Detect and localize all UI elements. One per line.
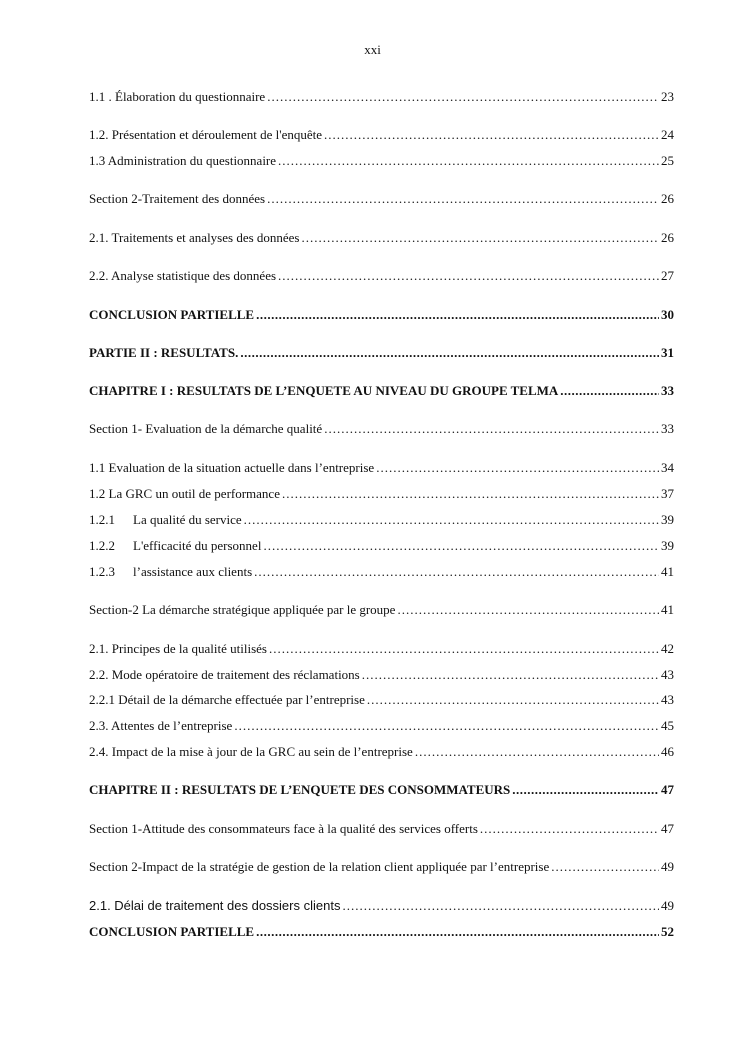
toc-entry[interactable] — [89, 89, 674, 105]
toc-entry-label: 1.1 Evaluation de la situation actuelle dans l’entreprise — [89, 460, 375, 475]
toc-entry-page: 27 — [661, 268, 674, 283]
dot-leader — [397, 602, 659, 618]
toc-entry-text: L'efficacité du personnel — [133, 538, 262, 553]
toc-entry-page: 46 — [661, 744, 674, 759]
toc-entry-page: 23 — [661, 89, 674, 104]
toc-entry[interactable] — [89, 153, 674, 169]
toc-entry-page: 49 — [661, 898, 674, 913]
dot-leader — [480, 821, 659, 837]
toc-entry-page: 30 — [661, 307, 674, 322]
toc-entry[interactable] — [89, 268, 674, 284]
toc-entry-label: 2.1. Délai de traitement des dossiers clients — [89, 898, 341, 913]
toc-entry-page: 49 — [661, 859, 674, 874]
dot-leader — [512, 782, 659, 798]
toc-entry-page: 39 — [661, 512, 674, 527]
dot-leader — [376, 460, 659, 476]
toc-entry-page: 41 — [661, 602, 674, 617]
toc-entry-label: CONCLUSION PARTIELLE — [89, 307, 255, 322]
toc-entry-number: 1.2.1 — [89, 512, 115, 527]
dot-leader — [278, 268, 659, 284]
toc-entry[interactable] — [89, 821, 674, 837]
toc-entry-label: 2.2. Analyse statistique des données — [89, 268, 277, 283]
toc-entry-label — [89, 564, 252, 580]
toc-entry[interactable] — [89, 924, 674, 940]
dot-leader — [263, 538, 659, 554]
toc-entry-page: 43 — [661, 667, 674, 682]
toc-entry[interactable] — [89, 307, 674, 323]
toc-entry-label: 1.1 . Élaboration du questionnaire — [89, 89, 266, 104]
dot-leader — [278, 153, 659, 169]
toc-entry-number: 1.2.3 — [89, 564, 115, 579]
toc-entry-page: 41 — [661, 564, 674, 579]
toc-entry-page: 52 — [661, 924, 674, 939]
toc-entry-page: 47 — [661, 782, 674, 797]
toc-entry-text: l’assistance aux clients — [133, 564, 253, 579]
toc-entry-label: 1.3 Administration du questionnaire — [89, 153, 277, 168]
dot-leader — [267, 191, 659, 207]
toc-entry[interactable] — [89, 191, 674, 207]
toc-entry-label: Section 1-Attitude des consommateurs face à la qualité des services offerts — [89, 821, 478, 836]
toc-entry-label: Section-2 La démarche stratégique appliquée par le groupe — [89, 602, 396, 617]
toc-entry-page: 26 — [661, 191, 674, 206]
toc-entry-label: CHAPITRE I : RESULTATS DE L’ENQUETE AU NIVEAU DU GROUPE TELMA — [89, 383, 559, 398]
toc-entry-label: 2.1. Traitements et analyses des données — [89, 230, 300, 245]
dot-leader — [324, 127, 659, 143]
toc-entry-label: Section 2-Impact de la stratégie de gestion de la relation client appliquée par l’entreprise — [89, 859, 550, 874]
dot-leader — [254, 564, 659, 580]
dot-leader — [342, 898, 659, 914]
toc-entry-label — [89, 512, 242, 528]
toc-entry-page: 42 — [661, 641, 674, 656]
toc-entry-text: La qualité du service — [133, 512, 242, 527]
toc-entry-page: 47 — [661, 821, 674, 836]
toc-entry-page: 24 — [661, 127, 674, 142]
toc-entry-page: 39 — [661, 538, 674, 553]
dot-leader — [551, 859, 659, 875]
dot-leader — [234, 718, 659, 734]
toc-entry[interactable] — [89, 782, 674, 798]
dot-leader — [362, 667, 659, 683]
toc-entry[interactable] — [89, 127, 674, 143]
dot-leader — [267, 89, 659, 105]
toc-entry-label: 2.4. Impact de la mise à jour de la GRC au sein de l’entreprise — [89, 744, 413, 759]
toc-entry-label: 2.2. Mode opératoire de traitement des réclamations — [89, 667, 360, 682]
toc-entry-label — [89, 538, 261, 554]
dot-leader — [282, 486, 659, 502]
dot-leader — [560, 383, 659, 399]
toc-entry-page: 31 — [661, 345, 674, 360]
dot-leader — [269, 641, 659, 657]
dot-leader — [367, 692, 659, 708]
toc-entry-page: 34 — [661, 460, 674, 475]
toc-entry-page: 37 — [661, 486, 674, 501]
toc-entry-label: Section 1- Evaluation de la démarche qualité — [89, 421, 323, 436]
toc-entry-label: 2.2.1 Détail de la démarche effectuée par l’entreprise — [89, 692, 365, 707]
toc-entry[interactable] — [89, 692, 674, 708]
toc-entry[interactable] — [89, 718, 674, 734]
toc-entry[interactable] — [89, 538, 674, 554]
toc-entry-label: Section 2-Traitement des données — [89, 191, 266, 206]
toc-entry[interactable] — [89, 667, 674, 683]
dot-leader — [240, 345, 659, 361]
toc-entry-label: PARTIE II : RESULTATS. — [89, 345, 239, 360]
page-number: xxi — [364, 42, 381, 57]
toc-entry[interactable] — [89, 460, 674, 476]
toc-entry[interactable] — [89, 898, 674, 914]
toc-entry-page: 26 — [661, 230, 674, 245]
toc-entry[interactable] — [89, 512, 674, 528]
toc-entry[interactable] — [89, 641, 674, 657]
toc-entry[interactable] — [89, 486, 674, 502]
dot-leader — [244, 512, 659, 528]
toc-entry-label: CONCLUSION PARTIELLE — [89, 924, 255, 939]
toc-entry[interactable] — [89, 230, 674, 246]
toc-entry-label: 1.2. Présentation et déroulement de l'enquête — [89, 127, 323, 142]
dot-leader — [256, 307, 659, 323]
toc-entry[interactable] — [89, 421, 674, 437]
toc-entry-label: 1.2 La GRC un outil de performance — [89, 486, 280, 501]
toc-entry[interactable] — [89, 564, 674, 580]
toc-entry[interactable] — [89, 383, 674, 399]
toc-entry-page: 33 — [661, 383, 674, 398]
dot-leader — [324, 421, 659, 437]
dot-leader — [256, 924, 659, 940]
toc-entry[interactable] — [89, 602, 674, 618]
toc-entry-page: 45 — [661, 718, 674, 733]
toc-entry-page: 33 — [661, 421, 674, 436]
toc-entry-page: 43 — [661, 692, 674, 707]
toc-entry-page: 25 — [661, 153, 674, 168]
toc-entry-label: 2.3. Attentes de l’entreprise — [89, 718, 233, 733]
toc-entry[interactable] — [89, 744, 674, 760]
toc-entry-number: 1.2.2 — [89, 538, 115, 553]
dot-leader — [415, 744, 659, 760]
toc-entry-label: 2.1. Principes de la qualité utilisés — [89, 641, 267, 656]
toc-entry-label: CHAPITRE II : RESULTATS DE L’ENQUETE DES CONSOMMATEURS — [89, 782, 511, 797]
dot-leader — [302, 230, 660, 246]
toc-entry[interactable] — [89, 345, 674, 361]
toc-entry[interactable] — [89, 859, 674, 875]
